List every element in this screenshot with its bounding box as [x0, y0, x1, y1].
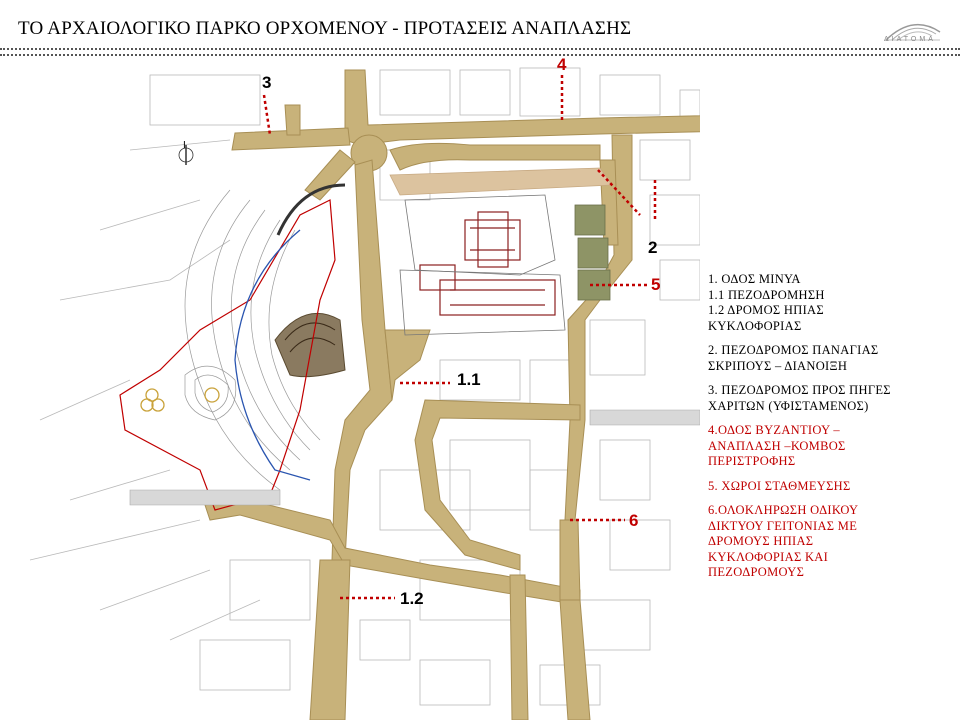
- pedestrian-path: [390, 168, 612, 195]
- ancient-theatre: [275, 313, 345, 376]
- map-label-5: 5: [651, 275, 661, 294]
- legend-item-4: 4.ΟΔΟΣ ΒΥΖΑΝΤΙΟΥ – ΑΝΑΠΛΑΣΗ –ΚΟΜΒΟΣ ΠΕΡΙΣΤΡΟΦΗΣ: [708, 423, 846, 468]
- curved-wall: [278, 185, 345, 235]
- map-label-1-1: 1.1: [457, 370, 481, 389]
- north-symbol: I: [183, 140, 186, 151]
- map-label-3: 3: [262, 73, 272, 92]
- legend-item-2: 2. ΠΕΖΟΔΡΟΜΟΣ ΠΑΝΑΓΙΑΣ ΣΚΡΙΠΟΥΣ – ΔΙΑΝΟΙΞΗ: [708, 343, 879, 373]
- map-label-2: 2: [648, 238, 658, 257]
- church-ruins: [420, 212, 555, 315]
- logo-icon: [878, 12, 948, 50]
- legend-item-3: 3. ΠΕΖΟΔΡΟΜΟΣ ΠΡΟΣ ΠΗΓΕΣ ΧΑΡΙΤΩΝ (ΥΦΙΣΤΑΜΕΝΟΣ): [708, 383, 891, 413]
- legend-item-5: 5. ΧΩΡΟΙ ΣΤΑΘΜΕΥΣΗΣ: [708, 478, 851, 493]
- page-title: ΤΟ ΑΡΧΑΙΟΛΟΓΙΚΟ ΠΑΡΚΟ ΟΡΧΟΜΕΝΟΥ - ΠΡΟΤΑΣΕΙΣ ΑΝΑΠΛΑΣΗΣ: [18, 18, 632, 39]
- map-label-6: 6: [629, 511, 639, 530]
- legend: [708, 272, 953, 590]
- north-arrow-icon: [179, 145, 193, 165]
- map-label-1-2: 1.2: [400, 589, 424, 608]
- legend-item-1: 1. ΟΔΟΣ ΜΙΝΥΑ 1.1 ΠΕΖΟΔΡΟΜΗΣΗ 1.2 ΔΡΟΜΟΣ ΗΠΙΑΣ ΚΥΚΛΟΦΟΡΙΑΣ: [708, 272, 825, 333]
- title-divider-top: [0, 48, 960, 50]
- road-network: [205, 70, 700, 720]
- legend-item-6: 6.ΟΛΟΚΛΗΡΩΣΗ ΟΔΙΚΟΥ ΔΙΚΤΥΟΥ ΓΕΙΤΟΝΙΑΣ ΜΕ ΔΡΟΜΟΥΣ ΗΠΙΑΣ ΚΥΚΛΟΦΟΡΙΑΣ ΚΑΙ ΠΕΖΟΔΡΟΜΟΥΣ: [708, 503, 859, 579]
- map-label-4: 4: [557, 55, 567, 74]
- circular-ruins: [141, 388, 219, 411]
- site-plan-map: [0, 56, 700, 720]
- logo-text: ΔΙΑΤΟΜΑ: [884, 36, 936, 43]
